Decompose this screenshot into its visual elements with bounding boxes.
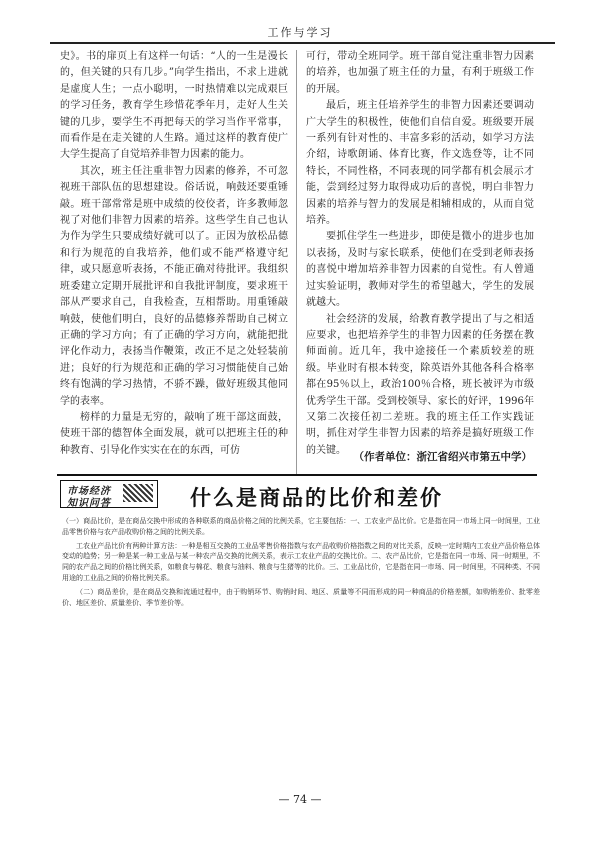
qa-paragraph-1: （一）商品比价，是在商品交换中形成的各种联系的商品价格之间的比例关系，它主要包括：一、工农业产品比价。它是指在同一市场上同一时间里，工业品零售价格与农产品收购价格之间的比例关系。 <box>62 517 540 536</box>
column-divider <box>296 50 297 475</box>
running-header-title: 工作与学习 <box>267 26 333 39</box>
column-tag-line2: 知识问答 <box>67 498 111 509</box>
right-paragraph-2: 最后，班主任培养学生的非智力因素还要调动广大学生的积极性，使他们自信自爱。班级要开展一系列有针对性的、丰富多彩的活动，如学习方法介绍，诗歌朗诵、体育比赛，作文选登等，让不同特长，不同性格，不同表现的同学都有机会展示才能，尝到经过努力取得成功后的喜悦，明白非智力因素的培养与智力的发展是相辅相成的，从而自觉培养。 <box>306 100 534 227</box>
author-affiliation: （作者单位：浙江省绍兴市第五中学） <box>353 451 532 463</box>
right-paragraph-1: 可行，带动全班同学。班干部自觉注重非智力因素的培养，也加强了班主任的力量，有利于班级工作的开展。 <box>306 51 534 95</box>
right-paragraph-3: 要抓住学生一些进步，即使是微小的进步也加以表扬，及时与家长联系，使他们在受到老师表扬的喜悦中增加培养非智力因素的自觉性。有人曾通过实验证明，教师对学生的希望越大，学生的发展就越大。 <box>306 231 534 309</box>
header-rule <box>50 42 555 44</box>
left-paragraph-2: 其次，班主任注重非智力因素的修养，不可忽视班干部队伍的思想建设。俗话说，响鼓还要重锤敲。班干部常常是班中成绩的佼佼者，许多教师忽视了对他们非智力因素的培养。这些学生自己也认为作为学生只要成绩好就可以了。正因为放松品德和行为规范的自我培养，他们或不能严格遵守纪律，或只愿意听表扬，不能正确对待批评。我组织班委建立定期开展批评和自我批评制度，要求班干部从严要求自己，自我检查，互相帮助。用重锤敲响鼓，使他们明白，良好的品德修养帮助自己树立正确的学习方向；有了正确的学习方向，就能把批评化作动力，表扬当作鞭策，改正不足之处轻装前进；良好的行为规范和正确的学习习惯能使自己始终有饱满的学习热情，不骄不躁，做好班级其他同学的表率。 <box>60 165 288 407</box>
left-paragraph-1: 史》。书的扉页上有这样一句话：“人的一生是漫长的，但关键的只有几步。”向学生指出，不求上进就是虚度人生；一点小聪明，一时热情难以完成艰巨的学习任务，教育学生珍惜花季年月，走好人生关键的几步，要学生不再把每天的学习当作平常事，而看作是在走关键的人生路。通过这样的教育使广大学生提高了自觉培养非智力因素的能力。 <box>60 51 288 161</box>
qa-paragraph-3: （二）商品差价，是在商品交换和流通过程中，由于购销环节、购销时间、地区、质量等不同而形成的同一种商品的价格差额，如购销差价、批零差价、地区差价、质量差价、季节差价等。 <box>62 587 540 607</box>
column-tag <box>60 480 158 508</box>
tag-hatch-decoration <box>123 484 153 502</box>
right-paragraph-4: 社会经济的发展，给教育教学提出了与之相适应要求，也把培养学生的非智力因素的任务摆在教师面前。近几年，我中途接任一个素质较差的班级。毕业时有根本转变，除英语外其他各科合格率都在95％以上，政治100％合格，班长被评为市级优秀学生干部。受到校领导、家长的好评，1996年又第二次接任初二差班。我的班主任工作实践证明，抓住对学生非智力因素的培养是搞好班级工作的关键。 <box>306 313 534 456</box>
article-right-column <box>306 49 534 459</box>
page-number: — 74 — <box>278 793 322 806</box>
column-tag-line1: 市场经济 <box>67 486 111 497</box>
left-paragraph-3: 榜样的力量是无穷的，敲响了班干部这面鼓，使班干部的德智体全面发展，就可以把班主任的种种教育、引导化作实实在在的东西，可仿 <box>60 411 288 456</box>
section-title: 什么是商品的比价和差价 <box>190 486 443 510</box>
article-left-column <box>60 49 288 459</box>
qa-paragraph-2: 工农业产品比价有两种计算方法：一种是相互交换的工业品零售价格指数与农产品收购价格指数之间的对比关系，反映一定时期内工农业产品价格总体变动的趋势；另一种是某一种工业品与某一种农产品交换的比例关系，表示工农业产品的交换比价。二、农产品比价，它是指在同一市场、同一时期里，不同的农产品之间的价格比例关系，如粮食与棉花、粮食与油料、粮食与生猪等的比价。三、工业品比价，它是指在同一市场、同一时间里，不同种类、不同用途的工业品之间的价格比例关系。 <box>62 541 540 582</box>
qa-answer-text <box>62 516 540 611</box>
